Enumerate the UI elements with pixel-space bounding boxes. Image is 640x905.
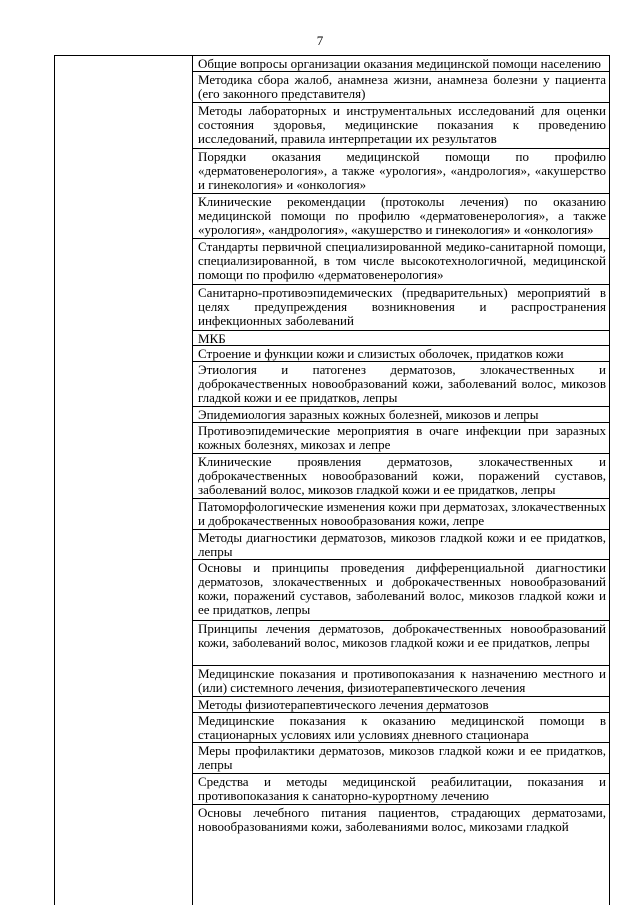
- table-row: Принципы лечения дерматозов, доброкачественных новообразований кожи, заболеваний волос, микозов гладкой кожи и ее придатков, лепры: [193, 621, 609, 666]
- table-row: Клинические проявления дерматозов, злокачественных и доброкачественных новообразований кожи, поражений суставов, заболеваний волос, микозов гладкой кожи и ее придатков, лепры: [193, 454, 609, 499]
- table-row: Санитарно-противоэпидемических (предварительных) мероприятий в целях предупреждения возникновения и распространения инфекционных заболеваний: [193, 285, 609, 331]
- table-row: Противоэпидемические мероприятия в очаге инфекции при заразных кожных болезнях, микозах и лепре: [193, 423, 609, 454]
- table-row: Строение и функции кожи и слизистых оболочек, придатков кожи: [193, 346, 609, 362]
- table-row: Порядки оказания медицинской помощи по профилю «дерматовенерология», а также «урология», «андрология», «акушерство и гинекология» и «онкология»: [193, 149, 609, 194]
- table-row: МКБ: [193, 331, 609, 346]
- table-row: Медицинские показания к оказанию медицинской помощи в стационарных условиях или условиях дневного стационара: [193, 713, 609, 743]
- table-row: Патоморфологические изменения кожи при дерматозах, злокачественных и доброкачественных новообразования кожи, лепре: [193, 499, 609, 530]
- table-row: Меры профилактики дерматозов, микозов гладкой кожи и ее придатков, лепры: [193, 743, 609, 774]
- table-right-column: [193, 56, 609, 859]
- table-row: Методика сбора жалоб, анамнеза жизни, анамнеза болезни у пациента (его законного представителя): [193, 72, 609, 103]
- table-row: Методы физиотерапевтического лечения дерматозов: [193, 697, 609, 713]
- table-row: Эпидемиология заразных кожных болезней, микозов и лепры: [193, 407, 609, 423]
- table-row: Этиология и патогенез дерматозов, злокачественных и доброкачественных новообразований кожи, заболеваний волос, микозов гладкой кожи и ее придатков, лепры: [193, 362, 609, 407]
- table-row: Методы диагностики дерматозов, микозов гладкой кожи и ее придатков, лепры: [193, 530, 609, 560]
- table-left-column-cell: [55, 56, 193, 905]
- requirements-table: [54, 55, 610, 905]
- table-row: Клинические рекомендации (протоколы лечения) по оказанию медицинской помощи по профилю «дерматовенерология», а также «урология», «андрология», «акушерство и гинекология» и «онкология»: [193, 194, 609, 239]
- table-row: Основы лечебного питания пациентов, страдающих дерматозами, новообразованиями кожи, заболеваниями волос, микозами гладкой: [198, 805, 606, 834]
- page-number: 7: [316, 33, 324, 48]
- table-row: Средства и методы медицинской реабилитации, показания и противопоказания к санаторно-курортному лечению: [193, 774, 609, 805]
- table-row: Основы и принципы проведения дифференциальной диагностики дерматозов, злокачественных и доброкачественных новообразований кожи, поражений суставов, заболеваний волос, микозов гладкой кожи и ее придатков, лепры: [193, 560, 609, 621]
- table-row: Медицинские показания и противопоказания к назначению местного и (или) системного лечения, физиотерапевтического лечения: [193, 666, 609, 697]
- table-row: Стандарты первичной специализированной медико-санитарной помощи, специализированной, в том числе высокотехнологичной, медицинской помощи по профилю «дерматовенерология»: [193, 239, 609, 285]
- table-row: Методы лабораторных и инструментальных исследований для оценки состояния здоровья, медицинские показания к проведению исследований, правила интерпретации их результатов: [193, 103, 609, 149]
- table-row: Общие вопросы организации оказания медицинской помощи населению: [193, 56, 609, 72]
